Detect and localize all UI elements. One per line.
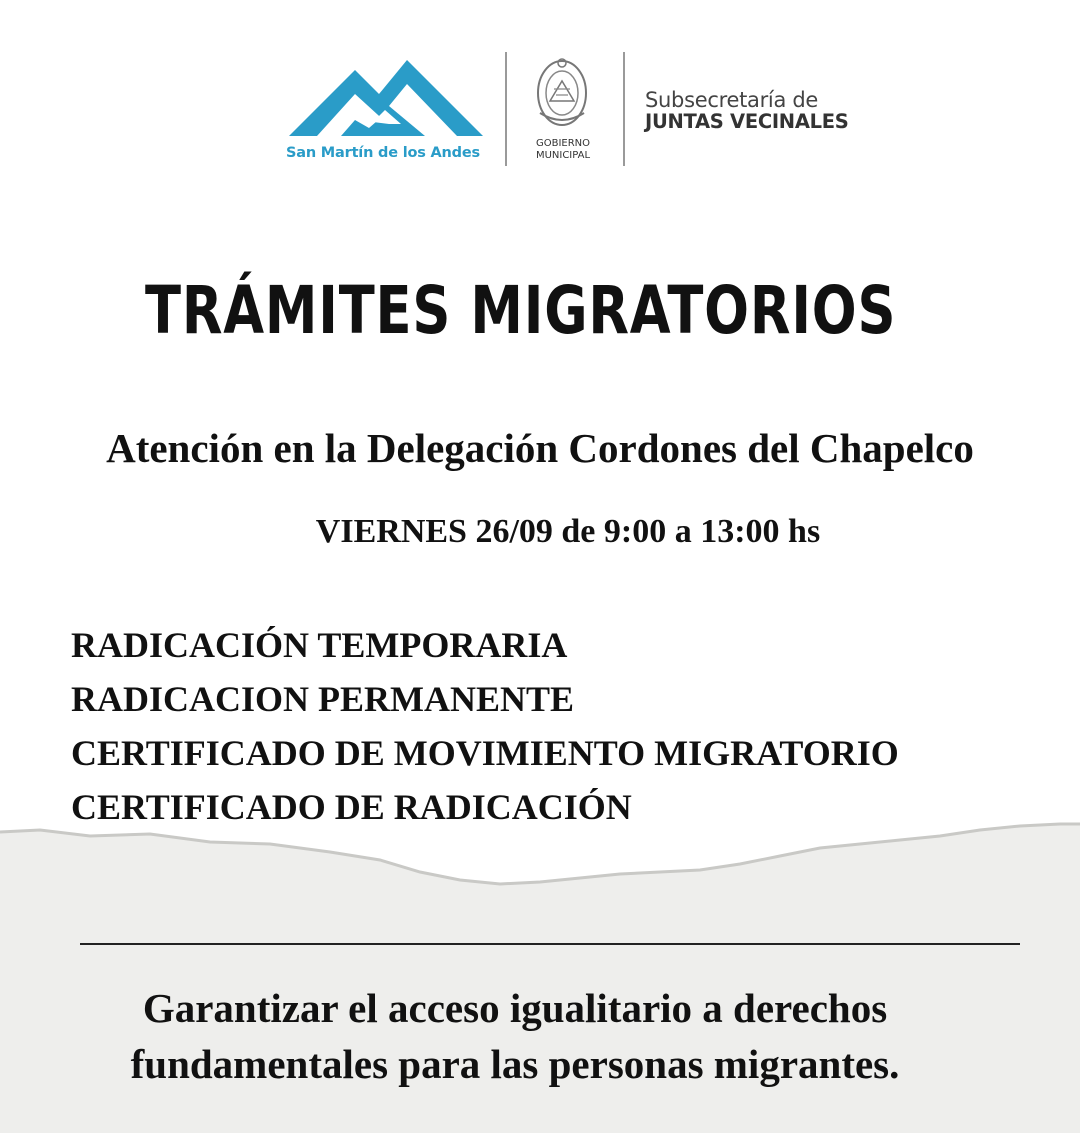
header-divider bbox=[623, 52, 625, 166]
service-item: CERTIFICADO DE RADICACIÓN bbox=[71, 787, 632, 827]
header bbox=[0, 0, 1080, 200]
subsecretariat-line2: JUNTAS VECINALES bbox=[645, 110, 849, 133]
divider-line bbox=[80, 943, 1020, 945]
service-item: RADICACION PERMANENTE bbox=[71, 679, 575, 719]
service-item: CERTIFICADO DE MOVIMIENTO MIGRATORIO bbox=[71, 733, 899, 773]
government-label-line1: GOBIERNO bbox=[535, 138, 591, 149]
mountains-logo-icon bbox=[285, 52, 485, 138]
municipality-name: San Martín de los Andes bbox=[286, 145, 480, 161]
coat-of-arms-icon bbox=[532, 55, 592, 133]
header-divider bbox=[505, 52, 507, 166]
location-subtitle: Atención en la Delegación Cordones del Chapelco bbox=[106, 425, 974, 471]
footer-statement bbox=[0, 980, 1030, 1092]
subsecretariat-line1: Subsecretaría de bbox=[645, 88, 819, 112]
government-label bbox=[515, 138, 611, 162]
footer-line1: Garantizar el acceso igualitario a derechos bbox=[142, 985, 888, 1031]
page-title: TRÁMITES MIGRATORIOS bbox=[145, 272, 897, 349]
government-label-line2: MUNICIPAL bbox=[535, 150, 591, 161]
schedule-text: VIERNES 26/09 de 9:00 a 13:00 hs bbox=[315, 513, 821, 550]
footer-line2: fundamentales para las personas migrantes. bbox=[130, 1041, 900, 1087]
service-item: RADICACIÓN TEMPORARIA bbox=[71, 625, 568, 665]
